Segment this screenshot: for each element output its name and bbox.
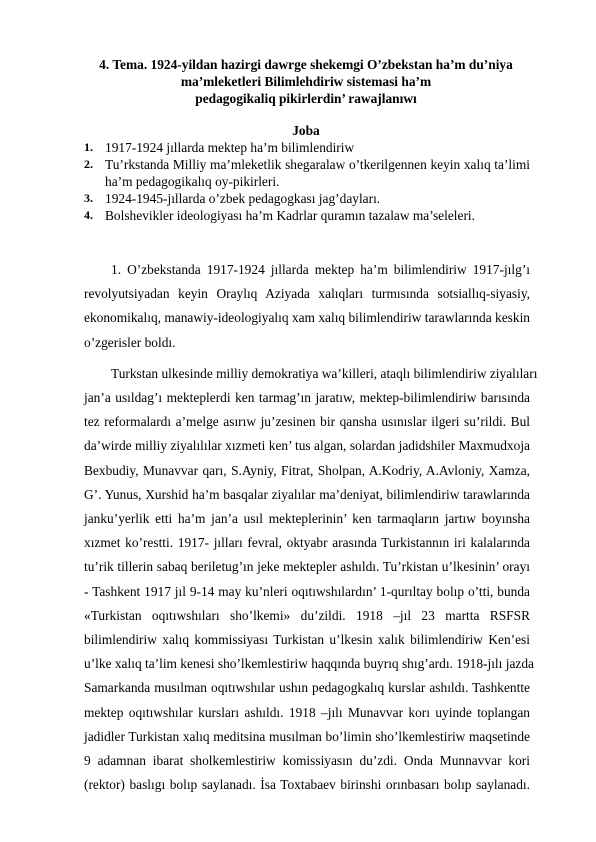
- paragraph-1: [84, 258, 530, 355]
- plan-list: [84, 139, 530, 224]
- text-line: bilimlendiriw xalıq kommissiyası Turkistan u’lkesin xalık bilimlendiriw Ken’esi: [84, 632, 530, 648]
- title-line-3: pedagogikaliq pikirlerdin’ rawajlanıwı: [195, 91, 417, 106]
- plan-item-number: 2.: [84, 157, 93, 171]
- title-line-1: 4. Tema. 1924-yildan hazirgi dawrge shekemgi O’zbekstan ha’m du’niya: [99, 57, 513, 72]
- text-line: Bexbudiy, Munavvar qarı, S.Ayniy, Fitrat, Sholpan, A.Kodriy, A.Avloniy, Xamza,: [84, 462, 530, 478]
- text-line: u’lke xalıq ta’lim kenesi sho’lkemlestiriw haqqında buyrıq shıg’ardı. 1918-jılı jazda: [84, 656, 534, 672]
- plan-item: [84, 139, 530, 156]
- text-line: 1. O’zbekstanda 1917-1924 jıllarda mektep ha’m bilimlendiriw 1917-jılg’ı: [111, 262, 530, 277]
- text-line: xızmet ko’restti. 1917- jılları fevral, oktyabr arasında Turkistannın iri kalalarında: [84, 535, 530, 551]
- text-line: ekonomikalıq, manawiy-ideologiyalıq xam xalıq bilimlendiriw tarawlarında keskin: [84, 310, 530, 326]
- text-line: jan’a usıldag’ı mekteplerdi ken tarmag’ın jaratıw, mektep-bilimlendiriw barısında: [84, 390, 530, 406]
- text-line: G’. Yunus, Xurshid ha’m basqalar ziyalılar ma’deniyat, bilimlendiriw tarawlarında: [84, 486, 530, 502]
- body-text: [84, 258, 538, 804]
- text-line: revolyutsiyadan keyin Oraylıq Aziyada xalıqları turmısında sotsiallıq-siyasiy,: [84, 286, 530, 302]
- plan-item-text: Tu’rkstanda Milliy ma’mleketlik shegaralaw o’tkerilgennen keyin xalıq ta’limi ha’m pedagogikalıq oy-pikirleri.: [105, 157, 530, 189]
- plan-item: [84, 190, 530, 207]
- text-line: tu’rik tillerin sabaq beriletug’ın jeke mektepler ashıldı. Tu’rkistan u’lkesinin’ orayı: [84, 559, 530, 575]
- text-line: Turkstan ulkesinde milliy demokratiya wa’killeri, ataqlı bilimlendiriw ziyalıları: [111, 365, 538, 381]
- text-line: mektep oqıtıwshılar kursları ashıldı. 1918 –jılı Munavvar korı uyinde toplangan: [84, 704, 530, 720]
- text-line: jadidler Turkistan xalıq meditsina musılman bo’limin sho’lkemlestiriw maqsetinde: [84, 728, 530, 744]
- text-line: (rektor) baslıgı bolıp saylanadı. İsa Toxtabaev birinshi orınbasarı bolıp saylanadı.: [84, 777, 530, 793]
- text-line: - Tashkent 1917 jıl 9-14 may ku’nleri oqıtıwshılardın’ 1-qurıltay bolıp o’tti, bunda: [84, 583, 530, 599]
- text-line: da’wirde milliy ziyalılılar xızmeti ken’ tus algan, solardan jadidshiler Maxmudxoja: [84, 438, 530, 454]
- plan-item: [84, 207, 530, 224]
- plan-item-text: 1924-1945-jıllarda o’zbek pedagogkası jag’dayları.: [105, 191, 381, 206]
- plan-item-number: 4.: [84, 208, 93, 222]
- text-line: «Turkistan oqıtıwshıları sho’lkemi» du’zildi. 1918 –jıl 23 martta RSFSR: [84, 607, 530, 623]
- plan-heading: Joba: [292, 123, 320, 138]
- page-title: [84, 56, 528, 107]
- plan-item-number: 3.: [84, 191, 93, 205]
- title-line-2: ma’mleketleri Bilimlehdiriw sistemasi ha’m: [180, 74, 432, 89]
- plan-item-text: 1917-1924 jıllarda mektep ha’m bilimlendiriw: [105, 140, 355, 155]
- plan-item: [84, 156, 530, 190]
- text-line: o’zgerisler boldı.: [84, 334, 176, 350]
- text-line: Samarkanda musılman oqıtıwshılar ushın pedagogkalıq kurslar ashıldı. Tashkentte: [84, 680, 530, 696]
- text-line: tez reformalardı a’melge asırıw ju’zesinen bir qansha usınıslar ilgeri su’rildi. Bul: [84, 414, 530, 430]
- paragraph-2: [84, 362, 538, 798]
- plan-item-text: Bolshevikler ideologiyası ha’m Kadrlar quramın tazalaw ma’seleleri.: [105, 208, 475, 223]
- plan-item-number: 1.: [84, 140, 93, 154]
- text-line: 9 adamnan ibarat sholkemlestiriw komissiyasın du’zdi. Onda Munnavvar kori: [84, 753, 530, 769]
- text-line: janku’yerlik etti ha’m jan’a usıl mekteplerinin’ ken tarmaqların jartıw boyınsha: [84, 511, 530, 527]
